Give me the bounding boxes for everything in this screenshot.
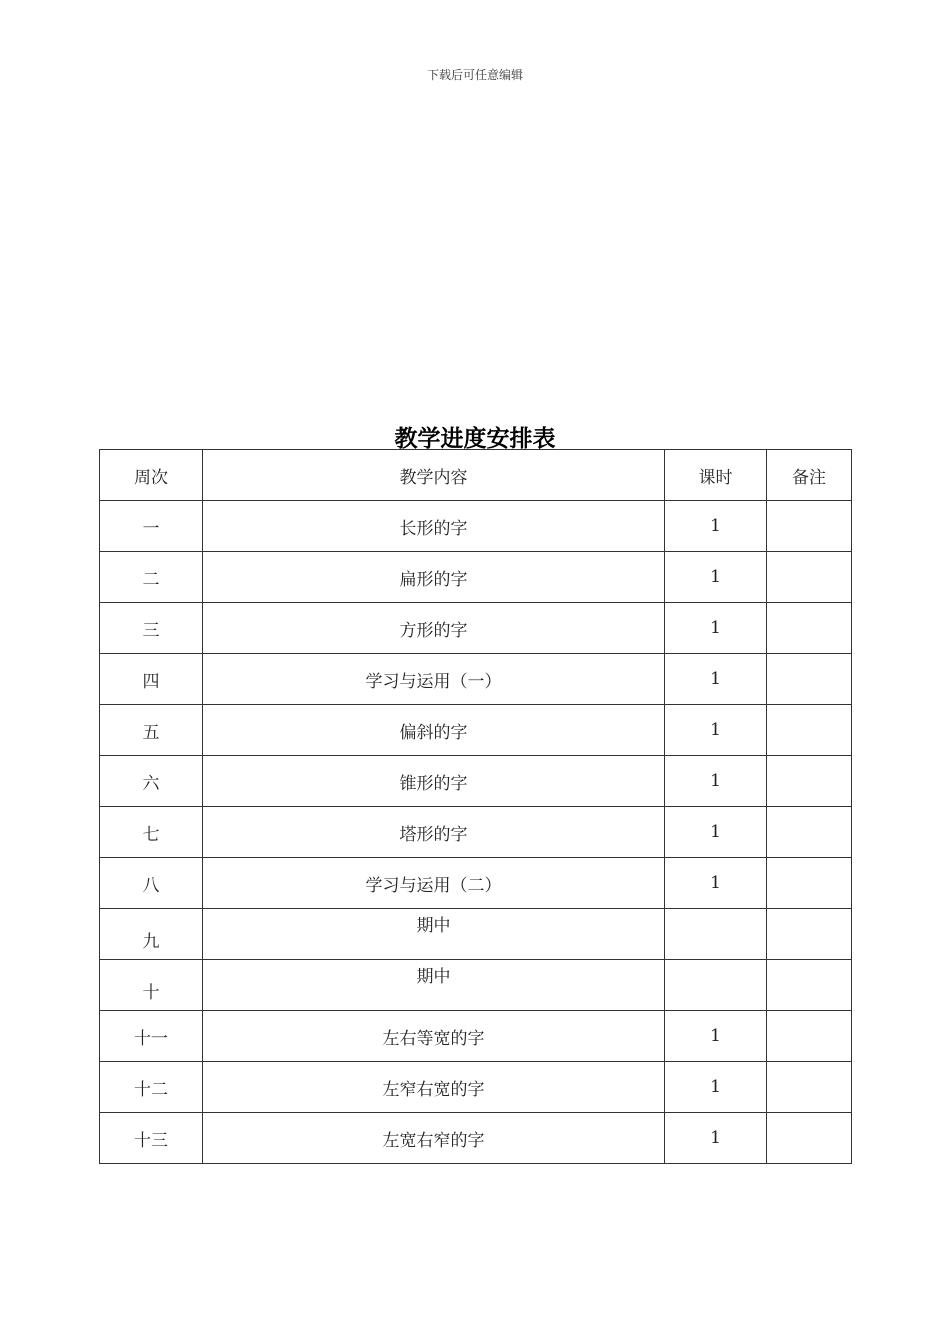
table-row: [100, 552, 852, 603]
header-notes: 备注: [767, 450, 852, 501]
cell-content: 左右等宽的字: [203, 1011, 665, 1062]
cell-notes: [767, 654, 852, 705]
cell-hours: [665, 909, 767, 960]
cell-content: 左窄右宽的字: [203, 1062, 665, 1113]
cell-week: 二: [100, 552, 203, 603]
table-row: [100, 603, 852, 654]
cell-week: 六: [100, 756, 203, 807]
cell-notes: [767, 807, 852, 858]
cell-hours: 1: [665, 756, 767, 807]
cell-content: 长形的字: [203, 501, 665, 552]
cell-notes: [767, 501, 852, 552]
cell-content: 期中: [203, 960, 665, 1011]
cell-content: 偏斜的字: [203, 705, 665, 756]
cell-hours: 1: [665, 1011, 767, 1062]
cell-week: 一: [100, 501, 203, 552]
cell-content: 方形的字: [203, 603, 665, 654]
cell-content: 学习与运用（一）: [203, 654, 665, 705]
cell-week: 八: [100, 858, 203, 909]
table-row: [100, 1011, 852, 1062]
header-content: 教学内容: [203, 450, 665, 501]
cell-notes: [767, 603, 852, 654]
cell-week: 五: [100, 705, 203, 756]
cell-week: 十三: [100, 1113, 203, 1164]
table-row: [100, 858, 852, 909]
cell-hours: 1: [665, 1062, 767, 1113]
header-hours: 课时: [665, 450, 767, 501]
table-row: [100, 960, 852, 1011]
cell-notes: [767, 1062, 852, 1113]
header-week: 周次: [100, 450, 203, 501]
cell-hours: 1: [665, 501, 767, 552]
cell-hours: 1: [665, 1113, 767, 1164]
cell-hours: 1: [665, 858, 767, 909]
document-title: 教学进度安排表: [394, 425, 556, 452]
header-note: 下载后可任意编辑: [426, 68, 523, 82]
table-row: [100, 1113, 852, 1164]
cell-notes: [767, 960, 852, 1011]
cell-notes: [767, 756, 852, 807]
table-row: [100, 654, 852, 705]
table-row: [100, 756, 852, 807]
cell-hours: 1: [665, 705, 767, 756]
cell-notes: [767, 705, 852, 756]
table-row: [100, 909, 852, 960]
table-row: [100, 705, 852, 756]
cell-hours: [665, 960, 767, 1011]
cell-content: 期中: [203, 909, 665, 960]
cell-hours: 1: [665, 807, 767, 858]
cell-notes: [767, 552, 852, 603]
cell-content: 扁形的字: [203, 552, 665, 603]
cell-notes: [767, 1113, 852, 1164]
cell-week: 十一: [100, 1011, 203, 1062]
cell-week: 九: [100, 909, 203, 960]
cell-notes: [767, 858, 852, 909]
cell-hours: 1: [665, 603, 767, 654]
cell-week: 十: [100, 960, 203, 1011]
cell-hours: 1: [665, 552, 767, 603]
schedule-table: [99, 449, 852, 1164]
cell-content: 学习与运用（二）: [203, 858, 665, 909]
cell-content: 塔形的字: [203, 807, 665, 858]
cell-content: 左宽右窄的字: [203, 1113, 665, 1164]
cell-week: 三: [100, 603, 203, 654]
cell-week: 七: [100, 807, 203, 858]
table-header-row: [100, 450, 852, 501]
cell-content: 锥形的字: [203, 756, 665, 807]
cell-notes: [767, 909, 852, 960]
table-row: [100, 807, 852, 858]
cell-notes: [767, 1011, 852, 1062]
table-row: [100, 1062, 852, 1113]
cell-hours: 1: [665, 654, 767, 705]
table-row: [100, 501, 852, 552]
cell-week: 四: [100, 654, 203, 705]
cell-week: 十二: [100, 1062, 203, 1113]
